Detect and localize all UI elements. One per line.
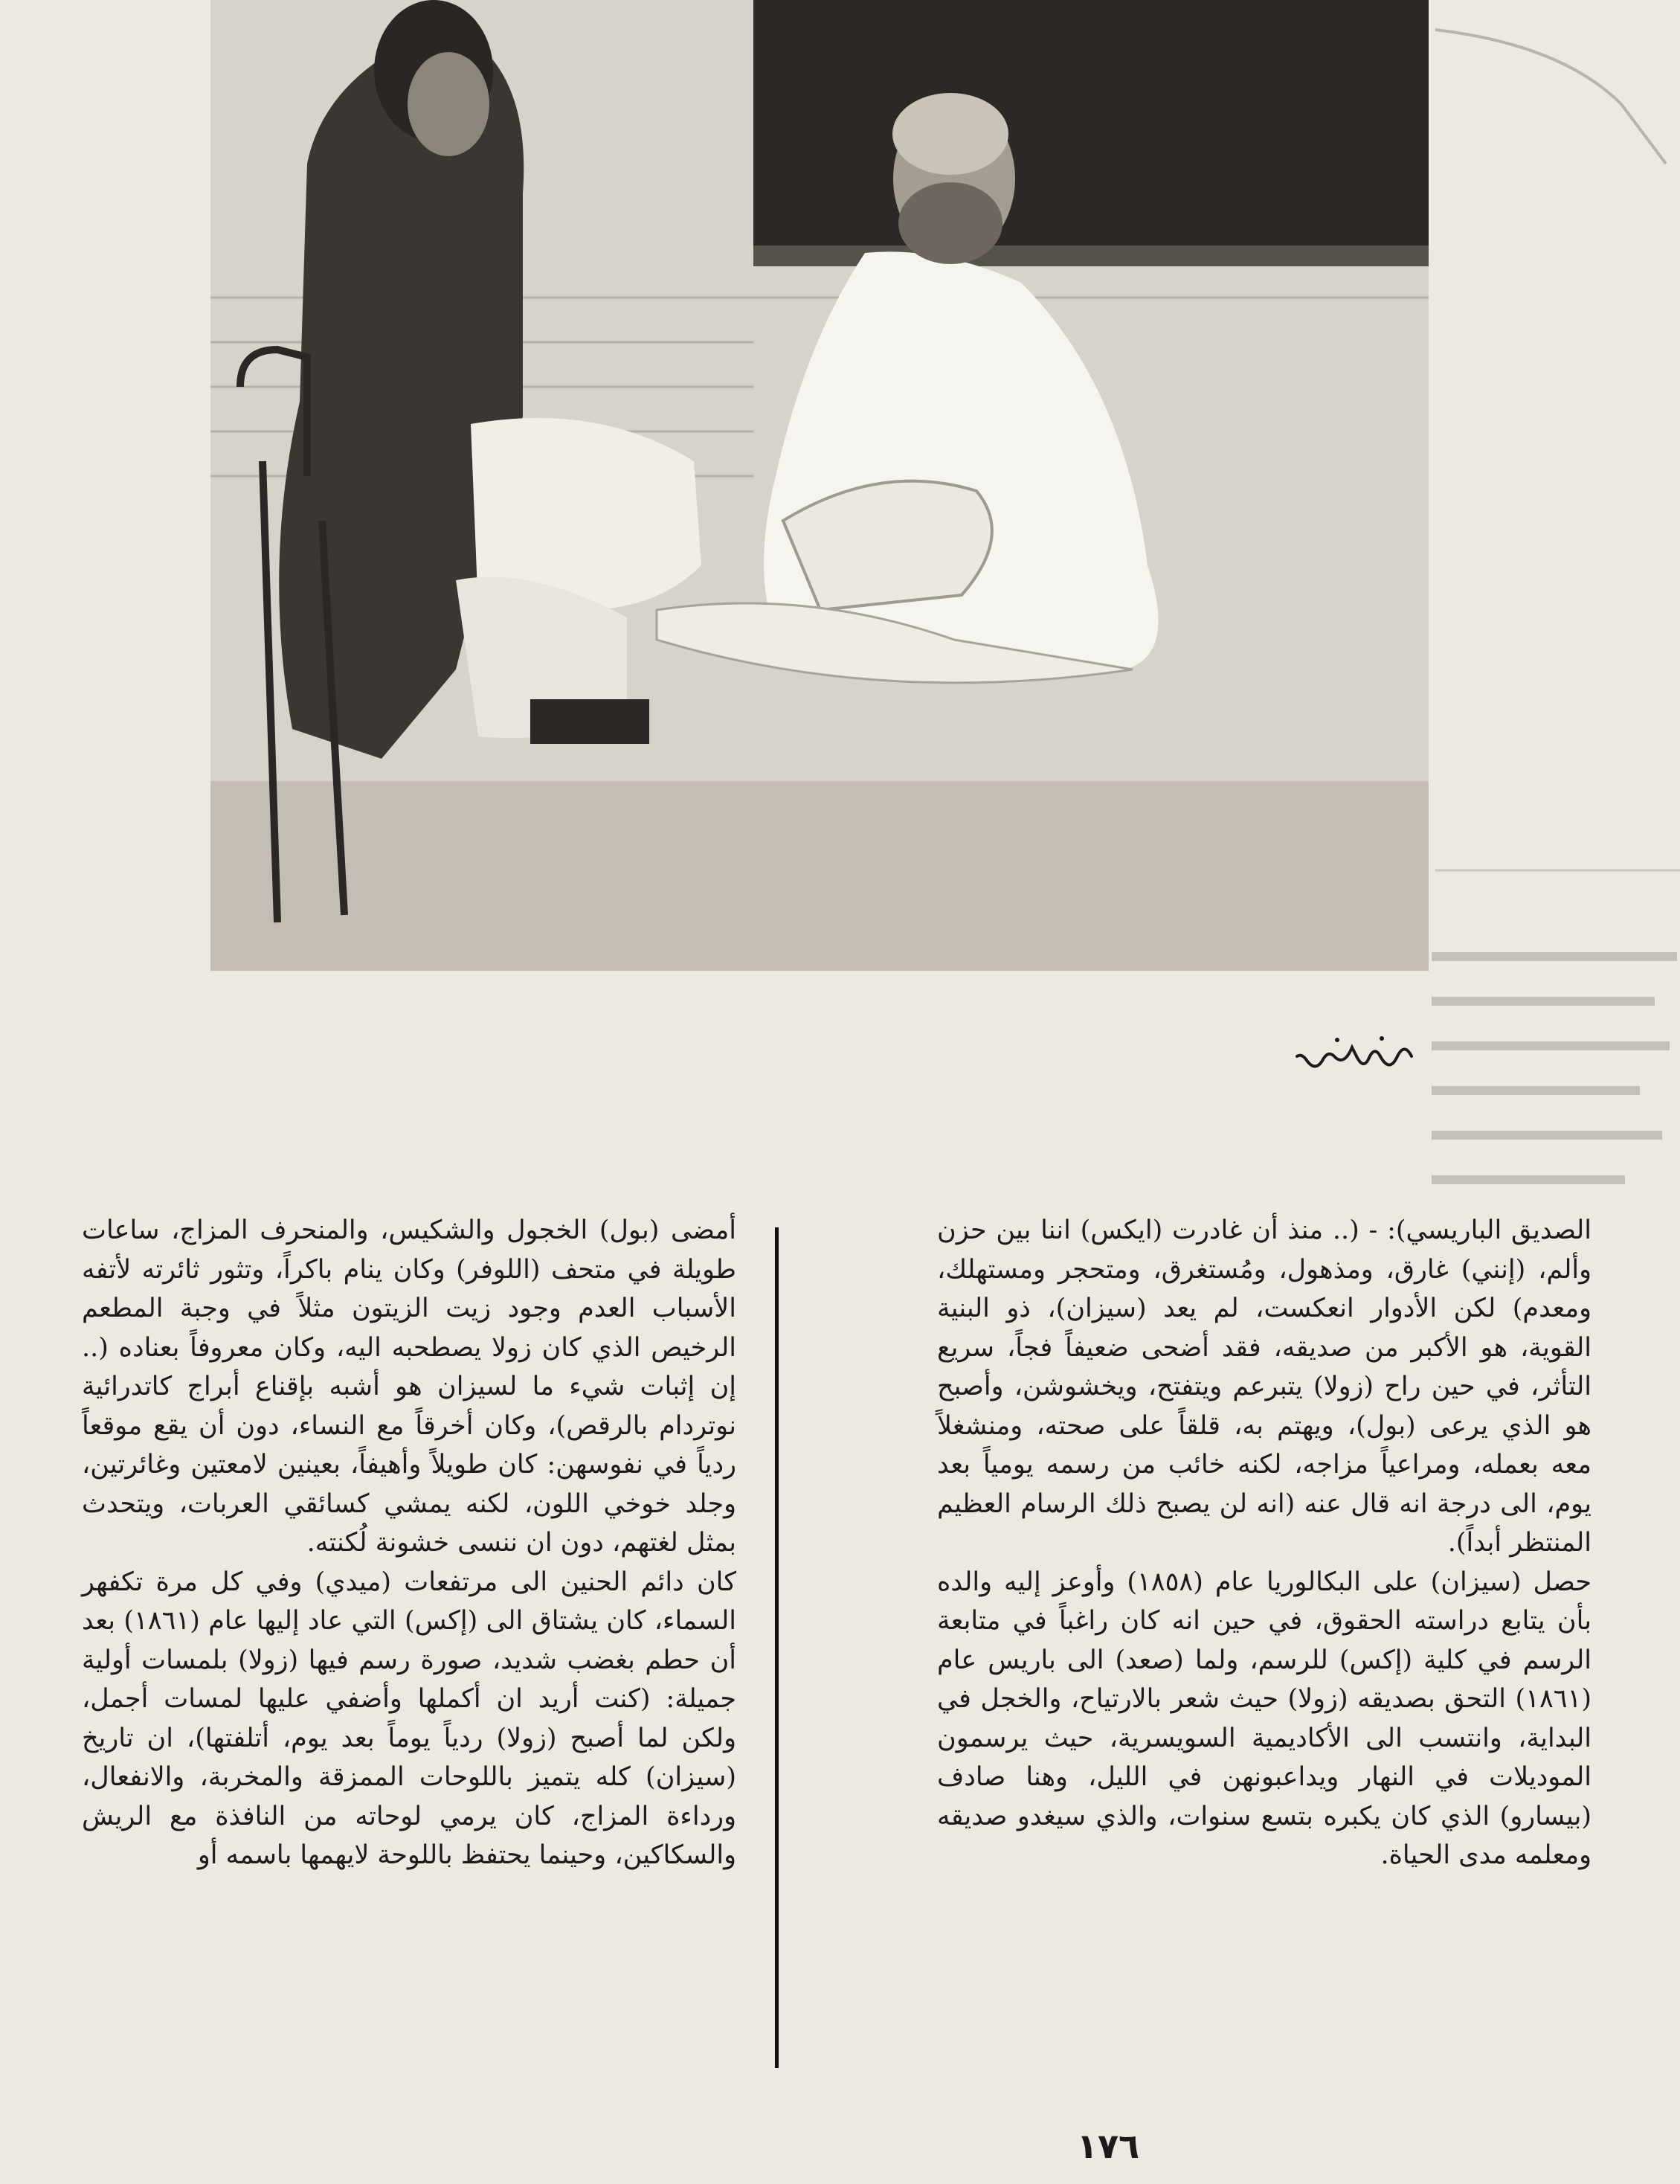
paragraph-left-2: كان دائم الحنين الى مرتفعات (ميدي) وفي كل مرة تكفهر السماء، كان يشتاق الى (إكس) التي عاد إليها عام (١٨٦١) بعد أن حطم بغضب شديد، صورة رسم فيها (زولا) بلمسات أولية جميلة: (كنت أريد ان أكملها وأضفي عليها لمسات أجمل، ولكن لما أصبح (زولا) ردياً يوماً بعد يوم، أتلفتها)، ان تاريخ (سيزان) كله يتميز باللوحات الممزقة والمخربة، والانفعال، ورداءة المزاج، كان يرمي لوحاته من النافذة مع الريش والسكاكين، وحينما يحتفظ باللوحة لايهمها باسمه أو <box>82 1567 736 1870</box>
painting-illustration <box>210 0 1429 971</box>
cezanne-zola-painting <box>210 0 1429 971</box>
column-divider <box>775 1227 779 2068</box>
paragraph-right-1: الصديق الباريسي): - (.. منذ أن غادرت (ايكس) اننا بين حزن وألم، (إنني) غارق، ومذهول، ومُستغرق، ومتحجر ومستهلك، ومعدم) لكن الأدوار انعكست، لم يعد (سيزان)، ذو البنية القوية، هو الأكبر من صديقه، فقد أضحى ضعيفاً فجاً، سريع التأثر، في حين راح (زولا) يتبرعم ويتفتح، ويخشوشن، وأصبح هو الذي يرعى (بول)، ويهتم به، قلقاً على صحته، ومنشغلاً معه بعمله، ومراعياً مزاجه، لكنه خائب من رسمه يومياً بعد يوم، الى درجة انه قال عنه (انه لن يصبح ذلك الرسام العظيم المنتظر أبداً). <box>937 1215 1592 1558</box>
paragraph-left-1: أمضى (بول) الخجول والشكيس، والمنحرف المزاج، ساعات طويلة في متحف (اللوفر) وكان ينام باكراً، وتثور ثائرته لأتفه الأسباب العدم وجود زيت الزيتون مثلاً في وجبة المطعم الرخيص الذي كان زولا يصطحبه اليه، وكان معروفاً بعناده (.. إن إثبات شيء ما لسيزان هو أشبه بإقناع أبراج كاتدرائية نوتردام بالرقص)، وكان أخرقاً مع النساء، دون أن يقع موقعاً ردياً في نفوسهن: كان طويلاً وأهيفاً، بعينين لامعتين وغائرتين، وجلد خوخي اللون، لكنه يمشي كسائقي العربات، ويتحدث بمثل لغتهم، دون ان ننسى خشونة لُكنته. <box>82 1215 736 1558</box>
article-column-left <box>82 1211 736 1875</box>
article-column-right <box>937 1211 1592 1875</box>
page-number: ١٧٦ <box>1076 2126 1140 2166</box>
handwritten-signature <box>1293 1027 1419 1079</box>
paragraph-right-2: حصل (سيزان) على البكالوريا عام (١٨٥٨) وأوعز إليه والده بأن يتابع دراسته الحقوق، في حين انه كان راغباً في متابعة الرسم في كلية (إكس) للرسم، ولما (صعد) الى باريس عام (١٨٦١) التحق بصديقه (زولا) حيث شعر بالارتياح، والخجل في البداية، وانتسب الى الأكاديمية السويسرية، حيث يرسمون الموديلات في النهار ويداعبونهن في الليل، وهنا صادف (بيسارو) الذي كان يكبره بتسع سنوات، والذي سيغدو صديقه ومعلمه مدى الحياة. <box>937 1567 1592 1870</box>
cezanne-signature <box>1293 1027 1419 1079</box>
